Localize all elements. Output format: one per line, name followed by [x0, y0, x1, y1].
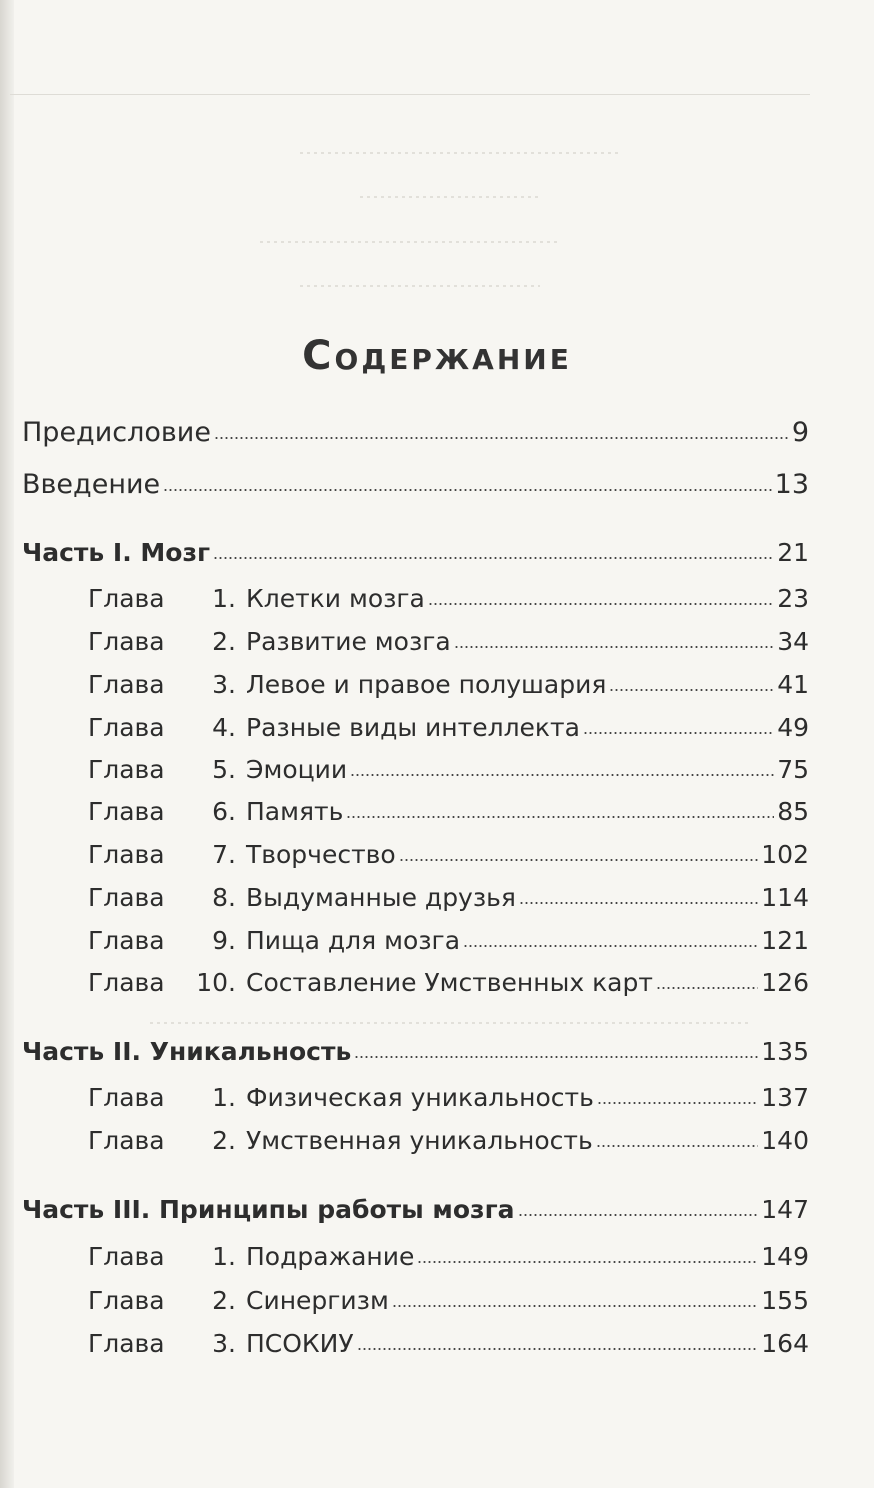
chapter-title: Левое и правое полушария: [246, 670, 607, 699]
part-page: 21: [777, 538, 809, 567]
toc-chapter[interactable]: [88, 968, 809, 998]
chapter-page: 34: [777, 627, 809, 656]
chapter-title: Клетки мозга: [246, 584, 425, 613]
toc-entry-preface[interactable]: [22, 418, 809, 448]
chapter-page: 137: [761, 1083, 809, 1112]
chapter-title: ПСОКИУ: [246, 1329, 354, 1358]
chapter-word: Глава: [88, 797, 165, 826]
chapter-title: Подражание: [246, 1242, 415, 1271]
part-label: Часть I. Мозг: [22, 538, 211, 567]
dot-leader: [519, 900, 758, 906]
chapter-number: 3.: [212, 670, 236, 699]
chapter-word: Глава: [88, 1083, 165, 1112]
chapter-number: 5.: [212, 755, 236, 784]
dot-leader: [428, 601, 774, 607]
chapter-number: 9.: [212, 926, 236, 955]
chapter-page: 102: [761, 840, 809, 869]
part-label: Часть III. Принципы работы мозга: [22, 1195, 515, 1224]
dot-leader: [417, 1259, 758, 1265]
entry-page: 13: [774, 469, 809, 500]
chapter-title: Составление Умственных карт: [246, 968, 653, 997]
chapter-number: 1.: [212, 1083, 236, 1112]
toc-chapter[interactable]: [88, 627, 809, 657]
chapter-title: Эмоции: [246, 755, 348, 784]
dot-leader: [214, 435, 789, 441]
chapter-number: 3.: [212, 1329, 236, 1358]
chapter-word: Глава: [88, 968, 165, 997]
chapter-number: 10.: [196, 968, 236, 997]
dot-leader: [454, 644, 774, 650]
dot-leader: [399, 857, 759, 863]
chapter-word: Глава: [88, 840, 165, 869]
bleed-header-rule: [10, 58, 810, 95]
chapter-page: 126: [761, 968, 809, 997]
toc-chapter[interactable]: [88, 883, 809, 913]
toc-chapter[interactable]: [88, 1083, 809, 1113]
chapter-word: Глава: [88, 627, 165, 656]
chapter-page: 121: [761, 926, 809, 955]
chapter-title: Творчество: [246, 840, 396, 869]
chapter-page: 49: [777, 713, 809, 742]
chapter-page: 164: [761, 1329, 809, 1358]
entry-label: Предисловие: [22, 417, 211, 448]
dot-leader: [213, 555, 774, 561]
dot-leader: [392, 1303, 758, 1309]
chapter-page: 114: [761, 883, 809, 912]
dot-leader: [346, 814, 774, 820]
chapter-title: Умственная уникальность: [246, 1126, 593, 1155]
dot-leader: [350, 772, 774, 778]
dot-leader: [163, 487, 772, 493]
dot-leader: [518, 1212, 759, 1218]
toc-chapter[interactable]: [88, 840, 809, 870]
dot-leader: [357, 1346, 759, 1352]
dot-leader: [463, 943, 758, 949]
chapter-number: 2.: [212, 1286, 236, 1315]
chapter-number: 8.: [212, 883, 236, 912]
chapter-word: Глава: [88, 1126, 165, 1155]
chapter-word: Глава: [88, 584, 165, 613]
chapter-word: Глава: [88, 883, 165, 912]
chapter-page: 41: [777, 670, 809, 699]
toc-chapter[interactable]: [88, 797, 809, 827]
chapter-title: Синергизм: [246, 1286, 389, 1315]
part-page: 147: [761, 1195, 809, 1224]
dot-leader: [597, 1100, 758, 1106]
dot-leader: [583, 730, 774, 736]
toc-chapter[interactable]: [88, 926, 809, 956]
chapter-word: Глава: [88, 926, 165, 955]
page-title: Содержание: [302, 332, 572, 379]
dot-leader: [609, 687, 774, 693]
chapter-word: Глава: [88, 1329, 165, 1358]
chapter-word: Глава: [88, 755, 165, 784]
toc-chapter[interactable]: [88, 713, 809, 743]
chapter-title: Пища для мозга: [246, 926, 461, 955]
dot-leader: [596, 1143, 759, 1149]
chapter-word: Глава: [88, 713, 165, 742]
chapter-number: 7.: [212, 840, 236, 869]
chapter-title: Выдуманные друзья: [246, 883, 516, 912]
chapter-word: Глава: [88, 1286, 165, 1315]
toc-chapter[interactable]: [88, 1329, 809, 1359]
chapter-word: Глава: [88, 1242, 165, 1271]
page-edge-shadow: [0, 0, 14, 1488]
part-label: Часть II. Уникальность: [22, 1037, 352, 1066]
dot-leader: [656, 985, 758, 991]
chapter-number: 2.: [212, 1126, 236, 1155]
chapter-number: 6.: [212, 797, 236, 826]
toc-chapter[interactable]: [88, 1126, 809, 1156]
chapter-page: 85: [777, 797, 809, 826]
toc-part-3[interactable]: [22, 1195, 809, 1225]
toc-part-2[interactable]: [22, 1037, 809, 1067]
chapter-title: Развитие мозга: [246, 627, 451, 656]
chapter-page: 23: [777, 584, 809, 613]
chapter-word: Глава: [88, 670, 165, 699]
toc-chapter[interactable]: [88, 755, 809, 785]
part-page: 135: [761, 1037, 809, 1066]
chapter-number: 1.: [212, 584, 236, 613]
chapter-number: 4.: [212, 713, 236, 742]
chapter-page: 155: [761, 1286, 809, 1315]
entry-page: 9: [791, 417, 809, 448]
toc-chapter[interactable]: [88, 670, 809, 700]
chapter-number: 2.: [212, 627, 236, 656]
chapter-page: 149: [761, 1242, 809, 1271]
toc-entry-introduction[interactable]: [22, 470, 809, 500]
chapter-page: 75: [777, 755, 809, 784]
chapter-title: Память: [246, 797, 344, 826]
chapter-number: 1.: [212, 1242, 236, 1271]
chapter-page: 140: [761, 1126, 809, 1155]
toc-part-1[interactable]: [22, 538, 809, 568]
toc-chapter[interactable]: [88, 1242, 809, 1272]
toc-chapter[interactable]: [88, 584, 809, 614]
entry-label: Введение: [22, 469, 161, 500]
chapter-title: Разные виды интеллекта: [246, 713, 580, 742]
dot-leader: [354, 1054, 758, 1060]
chapter-title: Физическая уникальность: [246, 1083, 594, 1112]
toc-chapter[interactable]: [88, 1286, 809, 1316]
